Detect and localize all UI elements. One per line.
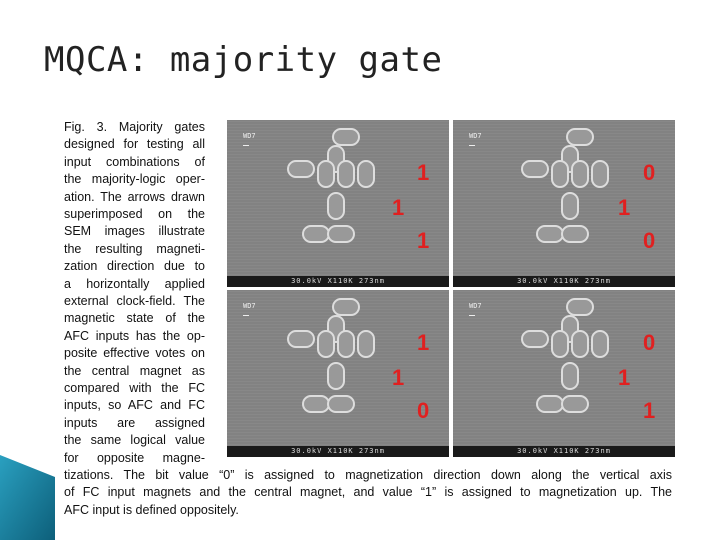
nanomagnet: [591, 330, 609, 358]
nanomagnet: [302, 225, 330, 243]
panel-footer: 30.0kV X110K 273nm: [453, 446, 675, 457]
bit-value: 1: [417, 330, 430, 355]
bit-value: 0: [643, 228, 656, 253]
nanomagnet: [521, 330, 549, 348]
panel-footer: 30.0kV X110K 273nm: [453, 276, 675, 287]
nanomagnet: [591, 160, 609, 188]
panel-label: WD7: [243, 132, 256, 146]
bit-value: 1: [618, 365, 631, 390]
nanomagnet: [327, 395, 355, 413]
nanomagnet: [551, 160, 569, 188]
nanomagnet: [287, 330, 315, 348]
nanomagnet: [357, 160, 375, 188]
caption-line: AFC inputs has the op-: [64, 328, 205, 343]
caption-line: magnetic state of the: [64, 311, 205, 326]
caption-line: the resulting magneti-: [64, 241, 205, 256]
panel-label: WD7: [469, 132, 482, 146]
caption-line: ation. The arrows drawn: [64, 189, 205, 204]
nanomagnet: [521, 160, 549, 178]
nanomagnet: [332, 298, 360, 316]
bit-value: 1: [392, 195, 405, 220]
nanomagnet: [536, 395, 564, 413]
sem-panel: [453, 120, 675, 287]
caption-line: posite effective votes on: [64, 346, 205, 361]
slide-title: MQCA: majority gate: [44, 40, 443, 80]
caption-line: compared with the FC: [64, 381, 205, 395]
bit-value: 0: [643, 160, 656, 185]
nanomagnet: [317, 160, 335, 188]
nanomagnet: [357, 330, 375, 358]
nanomagnet: [337, 330, 355, 358]
caption-line: a horizontally applied: [64, 276, 205, 291]
caption-line: Fig. 3. Majority gates: [64, 120, 205, 134]
nanomagnet: [566, 128, 594, 146]
caption-line: the same logical value: [64, 433, 205, 448]
decorative-logo-shape: [0, 455, 60, 540]
sem-panel: [227, 290, 449, 457]
caption-line: for opposite magne-: [64, 450, 205, 465]
caption-line: external clock-field. The: [64, 294, 205, 308]
nanomagnet: [327, 362, 345, 390]
caption-line: inputs, so AFC and FC: [64, 398, 205, 413]
caption-line: of FC input magnets and the central magnet, and value “1” is assigned to magnetization up. The: [64, 485, 672, 500]
nanomagnet: [327, 225, 355, 243]
nanomagnet: [561, 225, 589, 243]
caption-line: the majority-logic oper-: [64, 172, 205, 187]
nanomagnet: [561, 362, 579, 390]
bit-value: 1: [417, 228, 430, 253]
nanomagnet: [561, 192, 579, 220]
bit-value: 1: [417, 160, 430, 185]
bit-value: 1: [643, 398, 656, 423]
panel-label: WD7: [469, 302, 482, 316]
nanomagnet: [561, 395, 589, 413]
panel-footer: 30.0kV X110K 273nm: [227, 446, 449, 457]
panel-label: WD7: [243, 302, 256, 316]
nanomagnet: [317, 330, 335, 358]
caption-line: inputs are assigned: [64, 415, 205, 430]
nanomagnet: [327, 192, 345, 220]
caption-line: tizations. The bit value “0” is assigned to magnetization direction down along the vertical axis: [64, 468, 672, 482]
panel-footer: 30.0kV X110K 273nm: [227, 276, 449, 287]
caption-line: the central magnet as: [64, 363, 205, 378]
nanomagnet: [332, 128, 360, 146]
nanomagnet: [536, 225, 564, 243]
nanomagnet: [287, 160, 315, 178]
nanomagnet: [337, 160, 355, 188]
caption-line: SEM images illustrate: [64, 224, 205, 239]
sem-panel: [227, 120, 449, 287]
bit-value: 0: [417, 398, 430, 423]
sem-panel: [453, 290, 675, 457]
nanomagnet: [551, 330, 569, 358]
caption-line: superimposed on the: [64, 207, 205, 221]
nanomagnet: [571, 160, 589, 188]
caption-line: zation direction due to: [64, 259, 205, 274]
nanomagnet: [566, 298, 594, 316]
caption-line: AFC input is defined oppositely.: [64, 502, 239, 517]
caption-line: input combinations of: [64, 154, 205, 169]
bit-value: 1: [618, 195, 631, 220]
bit-value: 0: [643, 330, 656, 355]
nanomagnet: [302, 395, 330, 413]
caption-line: designed for testing all: [64, 137, 205, 152]
bit-value: 1: [392, 365, 405, 390]
nanomagnet: [571, 330, 589, 358]
